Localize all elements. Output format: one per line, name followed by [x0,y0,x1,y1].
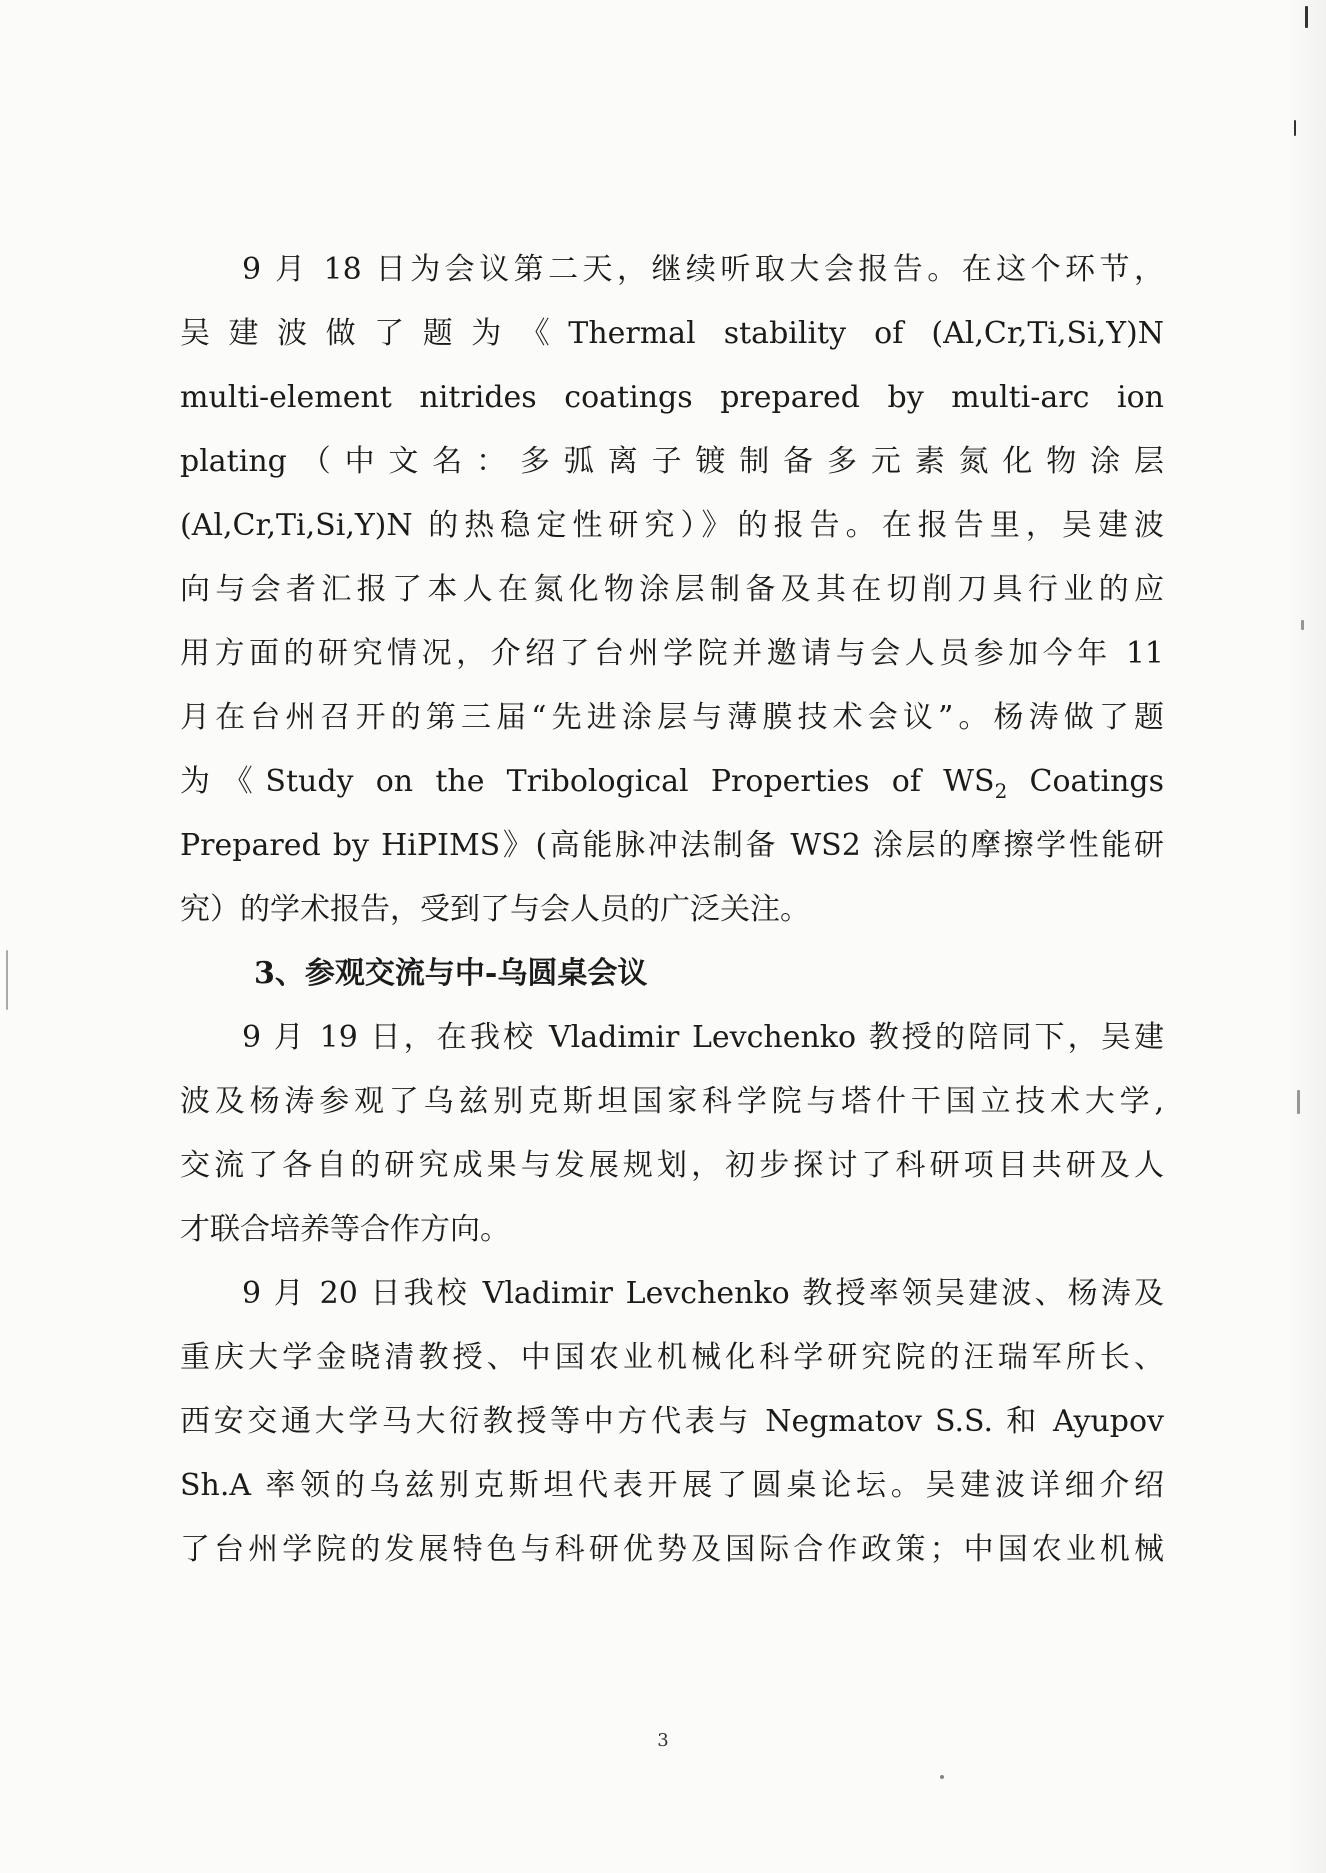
text-line: 波及杨涛参观了乌兹别克斯坦国家科学院与塔什干国立技术大学, [180,1084,1164,1119]
paragraph-site-visit [180,1006,1164,1262]
text-line: 究）的学术报告，受到了与会人员的广泛关注。 [180,892,810,927]
text-line: 月在台州召开的第三届“先进涂层与薄膜技术会议”。杨涛做了题 [180,700,1164,735]
text-line: 才联合培养等合作方向。 [180,1212,510,1247]
text-line: 吴建波做了题为《Thermal stability of (Al,Cr,Ti,Si,Y)N [180,316,1164,351]
text-line: 重庆大学金晓清教授、中国农业机械化科学研究院的汪瑞军所长、 [180,1340,1164,1375]
page-number: 3 [657,1730,669,1751]
scan-speck [1305,6,1308,28]
text-line: 向与会者汇报了本人在氮化物涂层制备及其在切削刀具行业的应 [180,572,1164,607]
text-line: multi-element nitrides coatings prepared by multi-arc ion [180,380,1164,415]
body-text [180,238,1164,1582]
text-line: Sh.A 率领的乌兹别克斯坦代表开展了圆桌论坛。吴建波详细介绍 [180,1468,1164,1503]
scan-speck [1294,120,1296,136]
text-line: 用方面的研究情况，介绍了台州学院并邀请与会人员参加今年 11 [180,636,1164,671]
scan-speck [940,1775,944,1779]
text-segment: Coatings [1007,764,1164,799]
text-line: 了台州学院的发展特色与科研优势及国际合作政策；中国农业机械 [180,1532,1164,1567]
text-line: 9 月 18 日为会议第二天，继续听取大会报告。在这个环节， [242,252,1164,287]
paragraph-round-table [180,1262,1164,1582]
text-line: 9 月 20 日我校 Vladimir Levchenko 教授率领吴建波、杨涛及 [242,1276,1164,1311]
text-line: Prepared by HiPIMS》(高能脉冲法制备 WS2 涂层的摩擦学性能研 [180,828,1164,863]
text-line: plating（中文名：多弧离子镀制备多元素氮化物涂层 [180,444,1164,479]
section-heading: 3、参观交流与中-乌圆桌会议 [254,956,648,991]
paragraph-day2-reports [180,238,1164,942]
text-line: (Al,Cr,Ti,Si,Y)N 的热稳定性研究）》的报告。在报告里，吴建波 [180,508,1164,543]
text-line-ws2-title [180,750,1164,814]
scan-edge-shadow [1286,0,1326,1873]
scan-speck [1297,1090,1300,1114]
text-line: 9 月 19 日，在我校 Vladimir Levchenko 教授的陪同下，吴建 [242,1020,1164,1055]
text-line: 交流了各自的研究成果与发展规划，初步探讨了科研项目共研及人 [180,1148,1164,1183]
scan-speck [6,950,8,1010]
text-line: 西安交通大学马大衍教授等中方代表与 Negmatov S.S. 和 Ayupov [180,1404,1164,1439]
text-segment: 为《Study on the Tribological Properties of WS [180,764,995,799]
subscript: 2 [994,779,1008,803]
scan-speck [1301,620,1304,630]
